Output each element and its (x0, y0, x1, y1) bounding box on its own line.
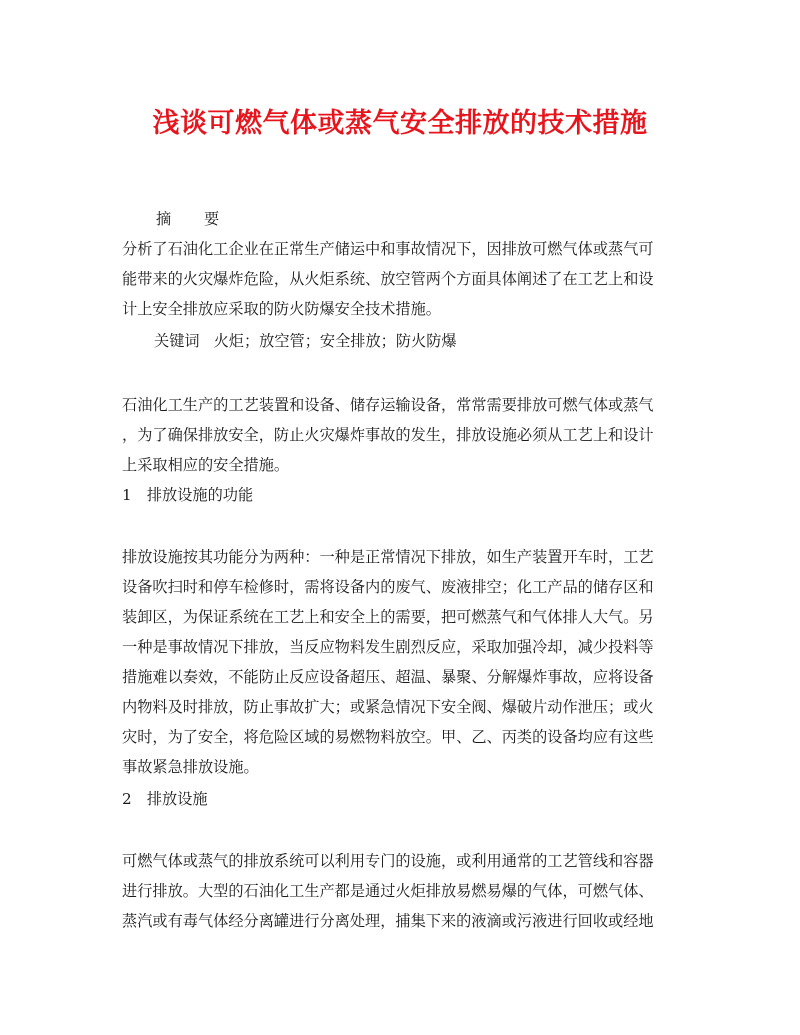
keywords-line (154, 330, 714, 352)
abstract-line: 能带来的火灾爆炸危险，从火炬系统、放空管两个方面具体阐述了在工艺上和设 (122, 270, 654, 288)
keywords-value: 火炬；放空管；安全排放；防火防爆 (213, 332, 457, 350)
section-1-line: 措施难以奏效，不能防止反应设备超压、超温、暴聚、分解爆炸事故，应将设备 (122, 668, 654, 686)
section-1-line: 内物料及时排放，防止事故扩大；或紧急情况下安全阀、爆破片动作泄压；或火 (122, 698, 654, 716)
section-2-line: 可燃气体或蒸气的排放系统可以利用专门的设施，或利用通常的工艺管线和容器 (122, 852, 654, 870)
intro-line: ，为了确保排放安全，防止火灾爆炸事故的发生，排放设施必须从工艺上和设计 (122, 426, 654, 444)
abstract-line: 计上安全排放应采取的防火防爆安全技术措施。 (122, 300, 441, 318)
section-1-line: 装卸区，为保证系统在工艺上和安全上的需要，把可燃蒸气和气体排人大气。另 (122, 608, 654, 626)
intro-line: 上采取相应的安全措施。 (122, 456, 290, 474)
intro-line: 石油化工生产的工艺装置和设备、储存运输设备，常常需要排放可燃气体或蒸气 (122, 396, 654, 414)
section-2-heading: 2 排放设施 (122, 790, 208, 808)
section-1-line: 事故紧急排放设施。 (122, 758, 259, 776)
section-1-line: 排放设施按其功能分为两种：一种是正常情况下排放，如生产装置开车时，工艺 (122, 548, 654, 566)
section-1-line: 一种是事故情况下排放，当反应物料发生剧烈反应，采取加强冷却，减少投料等 (122, 638, 654, 656)
abstract-label: 摘 要 (156, 210, 234, 228)
abstract-line: 分析了石油化工企业在正常生产储运中和事故情况下，因排放可燃气体或蒸气可 (122, 240, 654, 258)
section-2-line: 蒸汽或有毒气体经分离罐进行分离处理，捕集下来的液滴或污液进行回收或经地 (122, 912, 654, 930)
section-1-heading: 1 排放设施的功能 (122, 486, 254, 504)
section-1-line: 灾时，为了安全，将危险区域的易燃物料放空。甲、乙、丙类的设备均应有这些 (122, 728, 654, 746)
section-2-line: 进行排放。大型的石油化工生产都是通过火炬排放易燃易爆的气体，可燃气体、 (122, 882, 654, 900)
keywords-label: 关键词 (154, 332, 200, 350)
section-1-line: 设备吹扫时和停车检修时，需将设备内的废气、废液排空；化工产品的储存区和 (122, 578, 654, 596)
document-title: 浅谈可燃气体或蒸气安全排放的技术措施 (152, 108, 648, 139)
